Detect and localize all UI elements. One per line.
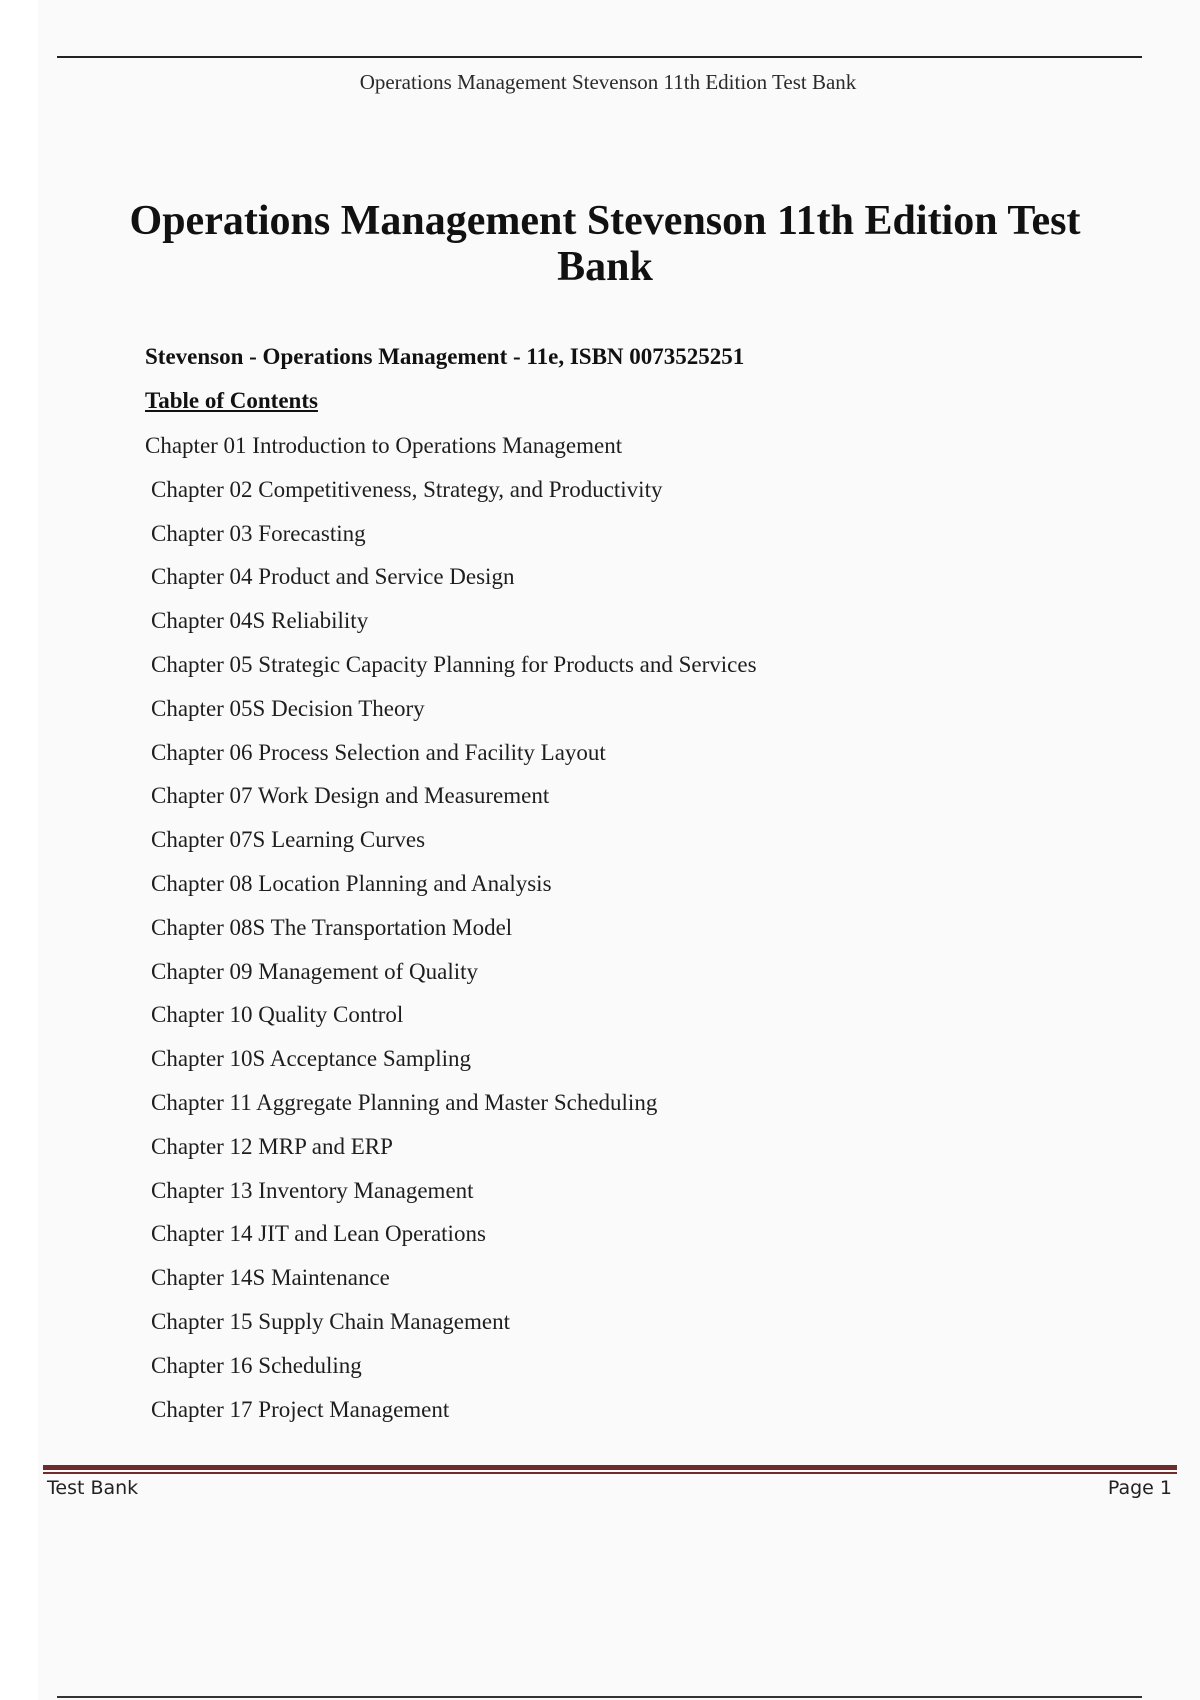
toc-item: Chapter 01 Introduction to Operations Management — [145, 433, 623, 458]
document-title: Operations Management Stevenson 11th Edition Test Bank — [129, 198, 1081, 290]
toc-item: Chapter 06 Process Selection and Facility Layout — [151, 739, 606, 765]
toc-item: Chapter 02 Competitiveness, Strategy, and Productivity — [151, 476, 663, 502]
toc-item: Chapter 07 Work Design and Measurement — [151, 783, 550, 809]
footer-label: Test Bank — [47, 1477, 139, 1499]
page-margin-strip — [0, 0, 38, 1700]
toc-item: Chapter 11 Aggregate Planning and Master Scheduling — [151, 1089, 658, 1115]
footer-rule — [43, 1465, 1177, 1470]
toc-item: Chapter 05 Strategic Capacity Planning for Products and Services — [151, 651, 757, 677]
toc-item: Chapter 17 Project Management — [151, 1396, 450, 1422]
toc-item: Chapter 12 MRP and ERP — [151, 1133, 393, 1159]
toc-item: Chapter 08 Location Planning and Analysis — [151, 870, 552, 896]
table-of-contents — [145, 430, 757, 1437]
toc-heading: Table of Contents — [145, 388, 318, 413]
toc-item: Chapter 04 Product and Service Design — [151, 564, 515, 590]
toc-item: Chapter 09 Management of Quality — [151, 958, 479, 984]
toc-item: Chapter 07S Learning Curves — [151, 827, 426, 853]
footer-rule-thin — [43, 1472, 1177, 1474]
toc-item: Chapter 14 JIT and Lean Operations — [151, 1221, 486, 1247]
toc-item: Chapter 13 Inventory Management — [151, 1177, 474, 1203]
toc-item: Chapter 14S Maintenance — [151, 1265, 390, 1291]
toc-item: Chapter 04S Reliability — [151, 608, 369, 634]
page-number: Page 1 — [1107, 1477, 1172, 1499]
toc-item: Chapter 10S Acceptance Sampling — [151, 1046, 472, 1072]
isbn-line: Stevenson - Operations Management - 11e, ISBN 0073525251 — [145, 344, 745, 369]
toc-item: Chapter 10 Quality Control — [151, 1002, 404, 1028]
bottom-rule — [57, 1696, 1142, 1698]
running-header: Operations Management Stevenson 11th Edition Test Bank — [359, 70, 857, 94]
toc-item: Chapter 08S The Transportation Model — [151, 914, 513, 940]
toc-item: Chapter 15 Supply Chain Management — [151, 1308, 510, 1334]
toc-item: Chapter 03 Forecasting — [151, 520, 366, 546]
toc-item: Chapter 05S Decision Theory — [151, 695, 425, 721]
toc-item: Chapter 16 Scheduling — [151, 1352, 362, 1378]
header-rule — [57, 56, 1142, 58]
